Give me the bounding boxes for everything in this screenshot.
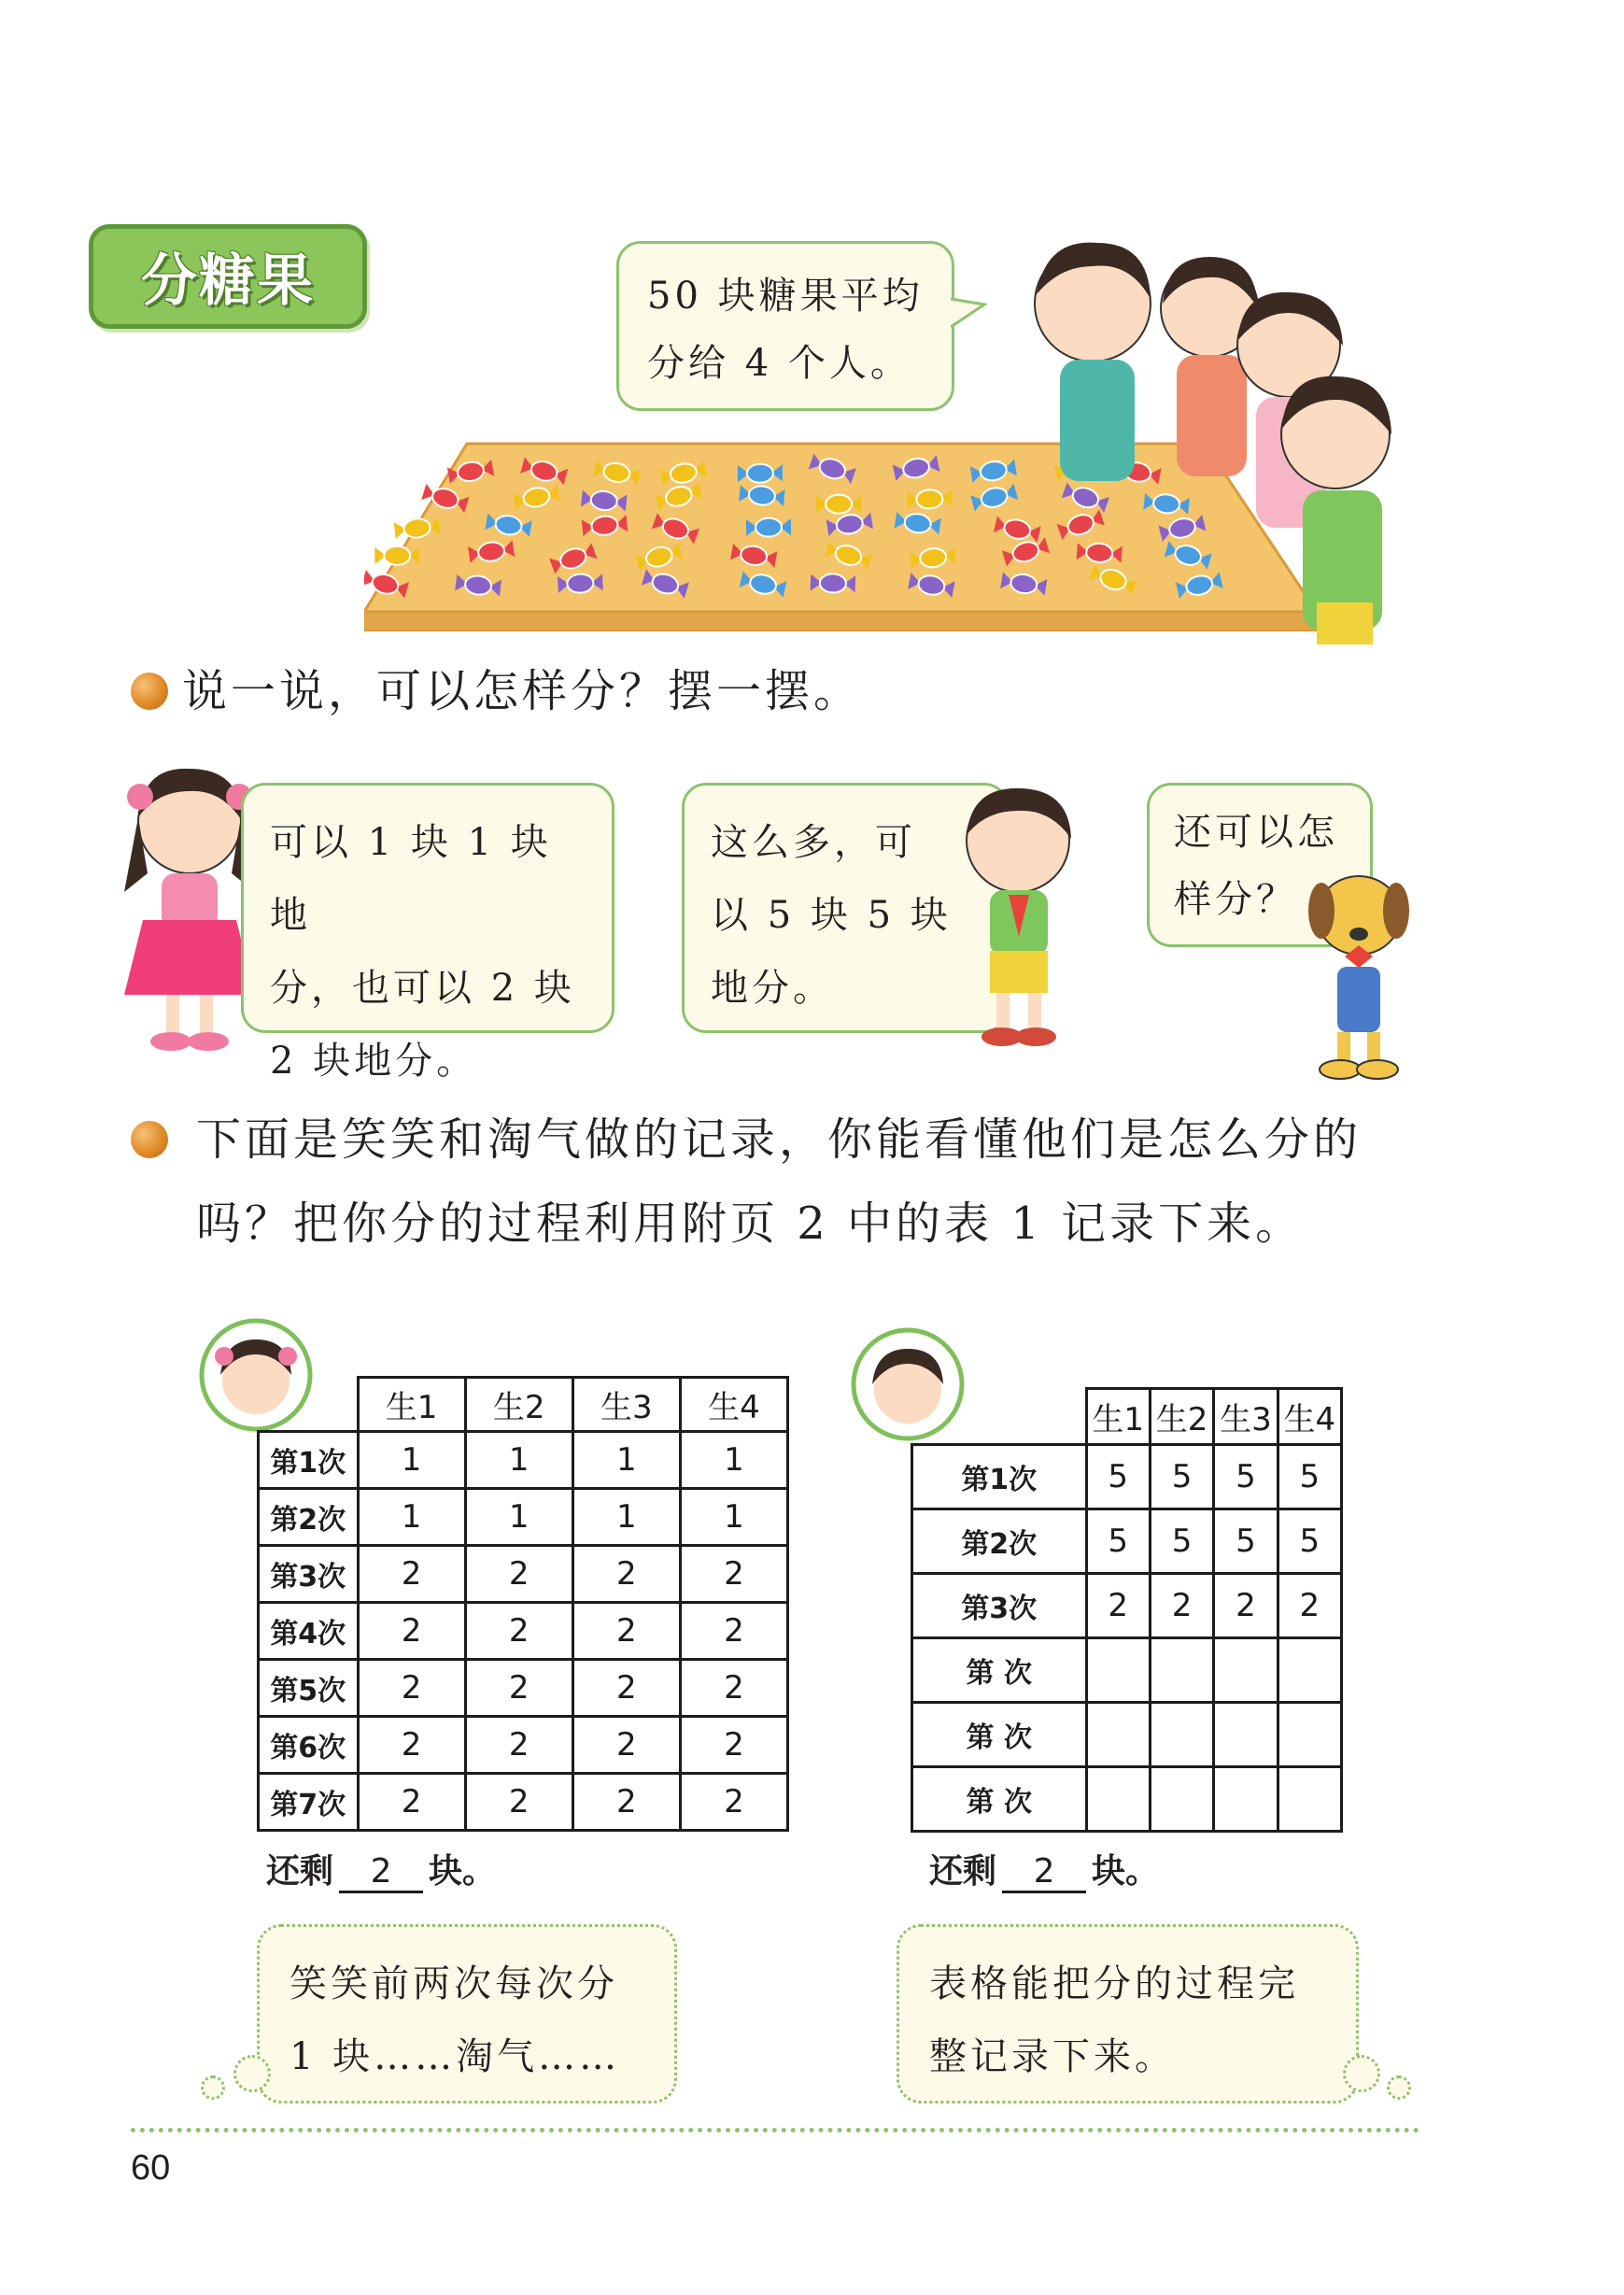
cell-value: 2 xyxy=(358,1603,465,1660)
header-student-1: 生1 xyxy=(358,1378,465,1432)
remain-unit: 块。 xyxy=(429,1852,497,1891)
cell-value: 5 xyxy=(1150,1509,1213,1574)
taoqi-tip-bubble xyxy=(897,1924,1359,2104)
cell-value: 5 xyxy=(1150,1445,1213,1509)
tip-left-line-1: 笑笑前两次每次分 xyxy=(289,1962,618,2005)
cell-value: 2 xyxy=(1214,1574,1278,1638)
bullet-icon xyxy=(131,673,168,710)
cell-value: 1 xyxy=(465,1432,572,1489)
table-row xyxy=(912,1703,1342,1767)
cell-value: 1 xyxy=(358,1489,465,1546)
table-row xyxy=(259,1489,788,1546)
header-student-4: 生4 xyxy=(1278,1389,1341,1445)
cell-value: 2 xyxy=(465,1774,572,1831)
cell-value xyxy=(1278,1767,1341,1832)
cell-value xyxy=(1214,1767,1278,1832)
header-student-1: 生1 xyxy=(1086,1389,1150,1445)
cell-value: 2 xyxy=(358,1717,465,1774)
table-row xyxy=(912,1445,1342,1509)
cell-value xyxy=(1150,1638,1213,1703)
thought-dot xyxy=(1343,2055,1380,2092)
cell-value: 2 xyxy=(1278,1574,1341,1638)
cell-value: 2 xyxy=(465,1546,572,1603)
row-label: 第1次 xyxy=(912,1445,1087,1509)
cell-value: 1 xyxy=(465,1489,572,1546)
row-label: 第5次 xyxy=(259,1660,359,1717)
thought-dot xyxy=(201,2075,225,2100)
cell-value: 2 xyxy=(572,1660,680,1717)
cell-value: 2 xyxy=(465,1660,572,1717)
cell-value: 2 xyxy=(680,1603,787,1660)
row-label: 第 次 xyxy=(912,1638,1087,1703)
cell-value xyxy=(1150,1767,1213,1832)
header-student-2: 生2 xyxy=(465,1378,572,1432)
table-row xyxy=(912,1509,1342,1574)
cell-value: 1 xyxy=(358,1432,465,1489)
section-title xyxy=(89,224,367,329)
cell-value: 2 xyxy=(680,1717,787,1774)
table-row xyxy=(259,1774,788,1831)
table-row xyxy=(912,1574,1342,1638)
girl-bubble-line-3: 2 块地分。 xyxy=(270,1040,478,1083)
table-row xyxy=(912,1638,1342,1703)
row-label: 第7次 xyxy=(259,1774,359,1831)
table-row xyxy=(259,1717,788,1774)
dog-bubble-line-1: 还可以怎 xyxy=(1174,811,1338,854)
table-row xyxy=(259,1660,788,1717)
top-speech-bubble xyxy=(616,241,954,411)
girl-speech-bubble xyxy=(241,783,614,1083)
table-header-row xyxy=(259,1378,788,1432)
row-label: 第3次 xyxy=(912,1574,1087,1638)
header-student-4: 生4 xyxy=(680,1378,787,1432)
thought-dot xyxy=(1387,2075,1411,2100)
cell-value xyxy=(1278,1703,1341,1767)
taoqi-record-table xyxy=(911,1387,1343,1833)
table-row xyxy=(259,1432,788,1489)
row-label: 第2次 xyxy=(259,1489,359,1546)
table-header-row xyxy=(912,1389,1342,1445)
table-row xyxy=(259,1603,788,1660)
girl-bubble-line-2: 分，也可以 2 块 xyxy=(270,967,575,1010)
table-row xyxy=(912,1767,1342,1832)
girl-bubble-line-1: 可以 1 块 1 块地 xyxy=(270,821,552,937)
cell-value: 2 xyxy=(572,1717,680,1774)
row-label: 第 次 xyxy=(912,1703,1087,1767)
cell-value: 1 xyxy=(572,1489,680,1546)
row-label: 第3次 xyxy=(259,1546,359,1603)
cell-value: 1 xyxy=(572,1432,680,1489)
xiaoxiao-tip-bubble xyxy=(257,1924,677,2104)
remain-label: 还剩 xyxy=(929,1852,997,1891)
cell-value: 2 xyxy=(572,1546,680,1603)
remain-label: 还剩 xyxy=(266,1852,334,1891)
section-title-text: 分糖果 xyxy=(141,248,315,314)
cell-value: 2 xyxy=(358,1660,465,1717)
bullet-icon xyxy=(131,1121,168,1158)
right-remaining-text xyxy=(929,1845,1159,1893)
cell-value: 2 xyxy=(358,1774,465,1831)
table-corner xyxy=(259,1378,359,1432)
boy-illustration xyxy=(939,773,1102,1054)
instruction-2-line-2: 吗？把你分的过程利用附页 2 中的表 1 记录下来。 xyxy=(196,1197,1305,1250)
table-row xyxy=(259,1546,788,1603)
cell-value: 2 xyxy=(1150,1574,1213,1638)
cell-value xyxy=(1150,1703,1213,1767)
row-label: 第 次 xyxy=(912,1767,1087,1832)
footer-separator xyxy=(131,2128,1419,2132)
cell-value: 1 xyxy=(680,1489,787,1546)
cell-value xyxy=(1086,1638,1150,1703)
instruction-2 xyxy=(196,1098,1438,1266)
boy-bubble-line-1: 这么多，可 xyxy=(711,821,916,864)
table-corner xyxy=(912,1389,1087,1445)
row-label: 第4次 xyxy=(259,1603,359,1660)
cell-value: 5 xyxy=(1278,1509,1341,1574)
dog-bubble-line-2: 样分？ xyxy=(1174,878,1297,921)
cell-value xyxy=(1214,1703,1278,1767)
top-bubble-tail xyxy=(951,297,988,334)
header-student-3: 生3 xyxy=(572,1378,680,1432)
cell-value xyxy=(1278,1638,1341,1703)
cell-value: 2 xyxy=(572,1603,680,1660)
cell-value: 5 xyxy=(1214,1445,1278,1509)
remain-value: 2 xyxy=(339,1852,423,1893)
cell-value: 5 xyxy=(1086,1445,1150,1509)
top-bubble-line-1: 50 块糖果平均 xyxy=(647,275,924,318)
xiaoxiao-record-table xyxy=(257,1376,789,1832)
cell-value xyxy=(1086,1703,1150,1767)
cell-value: 2 xyxy=(680,1774,787,1831)
cell-value: 2 xyxy=(1086,1574,1150,1638)
remain-value: 2 xyxy=(1002,1852,1086,1893)
cell-value xyxy=(1214,1638,1278,1703)
tip-left-line-2: 1 块……淘气…… xyxy=(289,2035,621,2078)
boy-bubble-line-2: 以 5 块 5 块 xyxy=(711,894,952,937)
cell-value: 5 xyxy=(1086,1509,1150,1574)
page-number: 60 xyxy=(131,2148,171,2188)
header-student-2: 生2 xyxy=(1150,1389,1213,1445)
children-illustration xyxy=(990,220,1419,649)
left-remaining-text xyxy=(266,1845,496,1893)
boy-bubble-line-3: 地分。 xyxy=(711,967,834,1010)
cell-value: 2 xyxy=(680,1660,787,1717)
tip-right-line-2: 整记录下来。 xyxy=(929,2035,1176,2078)
remain-unit: 块。 xyxy=(1092,1852,1160,1891)
thought-dot xyxy=(233,2055,271,2092)
cell-value: 2 xyxy=(465,1717,572,1774)
instruction-1: 说一说，可以怎样分？摆一摆。 xyxy=(182,665,863,717)
cell-value: 2 xyxy=(680,1546,787,1603)
cell-value: 5 xyxy=(1278,1445,1341,1509)
row-label: 第1次 xyxy=(259,1432,359,1489)
dog-illustration xyxy=(1279,859,1438,1084)
row-label: 第2次 xyxy=(912,1509,1087,1574)
cell-value: 2 xyxy=(572,1774,680,1831)
top-bubble-line-2: 分给 4 个人。 xyxy=(647,342,911,385)
cell-value: 5 xyxy=(1214,1509,1278,1574)
instruction-2-line-1: 下面是笑笑和淘气做的记录，你能看懂他们是怎么分的 xyxy=(196,1113,1363,1166)
cell-value: 2 xyxy=(358,1546,465,1603)
cell-value: 1 xyxy=(680,1432,787,1489)
cell-value: 2 xyxy=(465,1603,572,1660)
header-student-3: 生3 xyxy=(1214,1389,1278,1445)
tip-right-line-1: 表格能把分的过程完 xyxy=(929,1962,1299,2005)
row-label: 第6次 xyxy=(259,1717,359,1774)
cell-value xyxy=(1086,1767,1150,1832)
